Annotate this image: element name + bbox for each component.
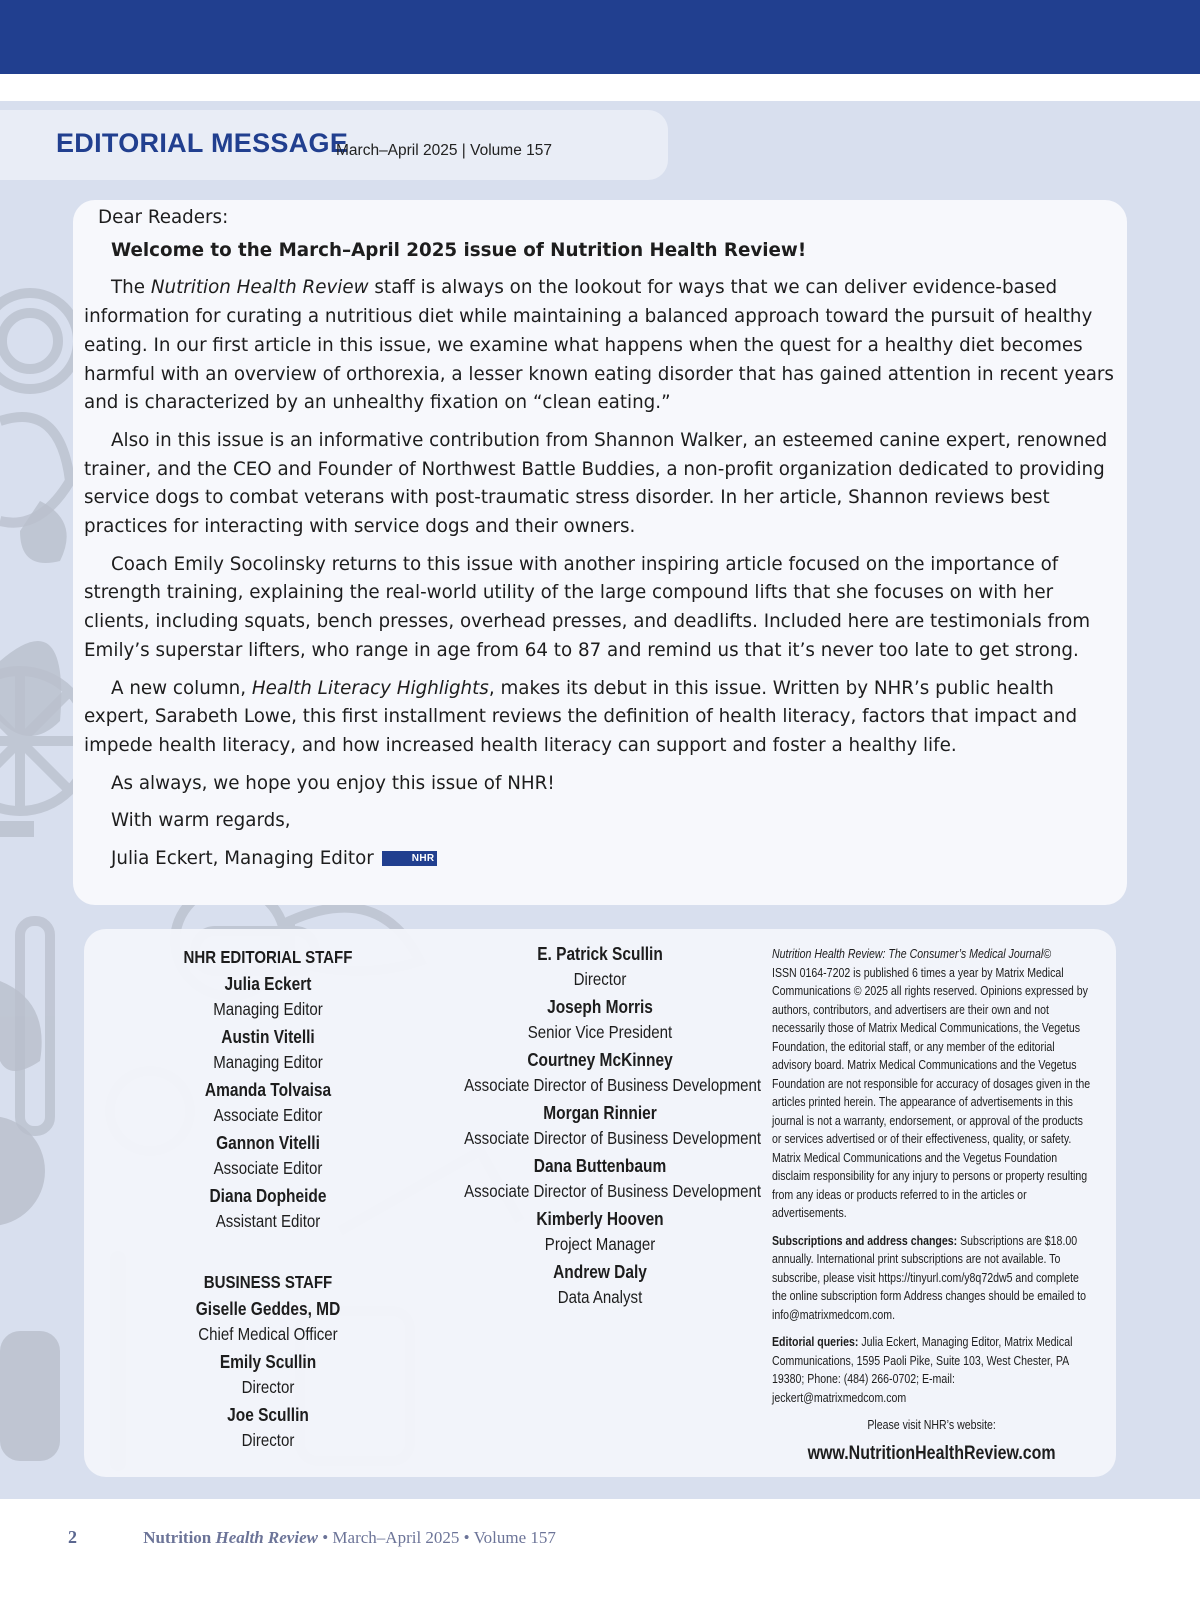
page-number: 2 [68,1527,77,1547]
paragraph-4: A new column, Health Literacy Highlights, makes its debut in this issue. Written by NHR’s public health expert, Sarabeth Lowe, this first installment reviews the definition of health literacy, factors that impact and impede health literacy, and how increased health literacy can support and foster a healthy life. [84,677,1078,756]
editorial-queries: Editorial queries: Julia Eckert, Managing Editor, Matrix Medical Communications, 1595 Paoli Pike, Suite 103, West Chester, PA 19380; Phone: (484) 266-0702; E-mail: jeckert@matrixmedcom.com [772,1335,1073,1405]
signature: Julia Eckert, Managing Editor NHR [84,845,1114,874]
paragraph-5: As always, we hope you enjoy this issue of NHR! [111,772,555,794]
staff-name: E. Patrick Scullin [537,944,663,964]
staff-name: Gannon Vitelli [216,1133,320,1153]
staff-column-middle [442,942,762,1313]
staff-name: Joe Scullin [227,1405,309,1425]
staff-role: Data Analyst [557,1287,643,1307]
staff-column-left [162,942,374,1456]
staff-name: Giselle Geddes, MD [195,1299,341,1319]
paragraph-3: Coach Emily Socolinsky returns to this issue with another inspiring article focused on the importance of strength training, explaining the real-world utility of the large compound lifts that she focuses on with her clients, including squats, bench presses, overhead presses, and deadlifts. Included here are testimonials from Emily’s superstar lifters, who range in age from 64 to 87 and remind us that it’s never too late to get strong. [84,553,1091,661]
subscriptions-info: Subscriptions and address changes: Subscriptions are $18.00 annually. International print subscriptions are not available. To subscribe, please visit https://tinyurl.com/y8q72dw5 and complete the online subscription form Address changes should be emailed to info@matrixmedcom.com. [772,1233,1087,1322]
staff-role: Chief Medical Officer [198,1324,338,1344]
issue-subtitle: March–April 2025 | Volume 157 [336,142,552,159]
visit-label: Please visit NHR’s website: [867,1418,996,1432]
staff-role: Associate Director of Business Development [464,1128,762,1148]
page-footer [68,1527,556,1548]
section-title: EDITORIAL MESSAGE [56,128,349,158]
staff-role: Associate Director of Business Development [464,1075,762,1095]
legal-body: Nutrition Health Review: The Consumer’s Medical Journal© ISSN 0164-7202 is published 6 times a year by Matrix Medical Communications © 2025 all rights reserved. Opinions expressed by authors, contributors, and advertisers are their own and not necessarily those of Matrix Medical Communications, the Vegetus Foundation, the editorial staff, or any member of the editorial advisory board. Matrix Medical Communications and the Vegetus Foundation are not responsible for accuracy of dosages given in the articles printed herein. The appearance of advertisements in this journal is not a warranty, endorsement, or approval of the products or services advertised or of their effectiveness, quality, or safety. Matrix Medical Communications and the Vegetus Foundation disclaim responsibility for any injury to persons or property resulting from any ideas or products referred to in the articles or advertisements. [772,947,1091,1220]
journal-title: Nutrition Health Review: The Consumer’s Medical Journal© [772,947,1052,961]
staff-name: Kimberly Hooven [536,1209,664,1229]
staff-role: Director [573,969,627,989]
staff-role: Senior Vice President [527,1022,673,1042]
legal-notice [772,945,1091,1472]
editorial-letter [84,204,1114,883]
staff-role: Assistant Editor [215,1211,321,1231]
paragraph-1: The Nutrition Health Review staff is always on the lookout for ways that we can deliver evidence-based information for curating a nutritious diet while maintaining a balanced approach toward the pursuit of healthy eating. In our first article in this issue, we examine what happens when the quest for a healthy diet becomes harmful with an overview of orthorexia, a lesser known eating disorder that has gained attention in recent years and is characterized by an unhealthy fixation on “clean eating.” [84,277,1114,414]
website-link[interactable]: www.NutritionHealthReview.com [807,1442,1056,1464]
staff-name: Julia Eckert [224,974,312,994]
staff-name: Andrew Daly [553,1262,647,1282]
business-staff-heading: BUSINESS STAFF [203,1272,333,1292]
footer-brand-italic: Health Review [215,1528,318,1547]
staff-name: Diana Dopheide [209,1186,327,1206]
greeting: Dear Readers: [98,207,229,228]
staff-role: Project Manager [544,1234,656,1254]
closing: With warm regards, [111,810,291,832]
staff-name: Joseph Morris [547,997,653,1017]
nhr-logo-badge: NHR [382,851,438,866]
staff-name: Morgan Rinnier [543,1103,657,1123]
staff-role: Associate Director of Business Development [464,1181,762,1201]
top-banner [0,0,1200,74]
footer-brand: Nutrition [143,1528,212,1547]
staff-name: Emily Scullin [219,1352,317,1372]
staff-role: Director [241,1377,295,1397]
staff-name: Dana Buttenbaum [533,1156,667,1176]
staff-name: Courtney McKinney [527,1050,673,1070]
editorial-staff-heading: NHR EDITORIAL STAFF [183,947,353,967]
staff-role: Managing Editor [213,1052,323,1072]
staff-name: Amanda Tolvaisa [204,1080,332,1100]
welcome-line: Welcome to the March–April 2025 issue of Nutrition Health Review! [111,239,807,261]
staff-role: Managing Editor [213,999,323,1019]
staff-role: Associate Editor [213,1105,323,1125]
staff-name: Austin Vitelli [221,1027,315,1047]
footer-issue: • March–April 2025 • Volume 157 [322,1528,556,1547]
staff-role: Director [241,1430,295,1450]
staff-role: Associate Editor [213,1158,323,1178]
paragraph-2: Also in this issue is an informative contribution from Shannon Walker, an esteemed canine expert, renowned trainer, and the CEO and Founder of Northwest Battle Buddies, a non-profit organization dedicated to providing service dogs to combat veterans with post-traumatic stress disorder. In her article, Shannon reviews best practices for interacting with service dogs and their owners. [84,429,1108,538]
